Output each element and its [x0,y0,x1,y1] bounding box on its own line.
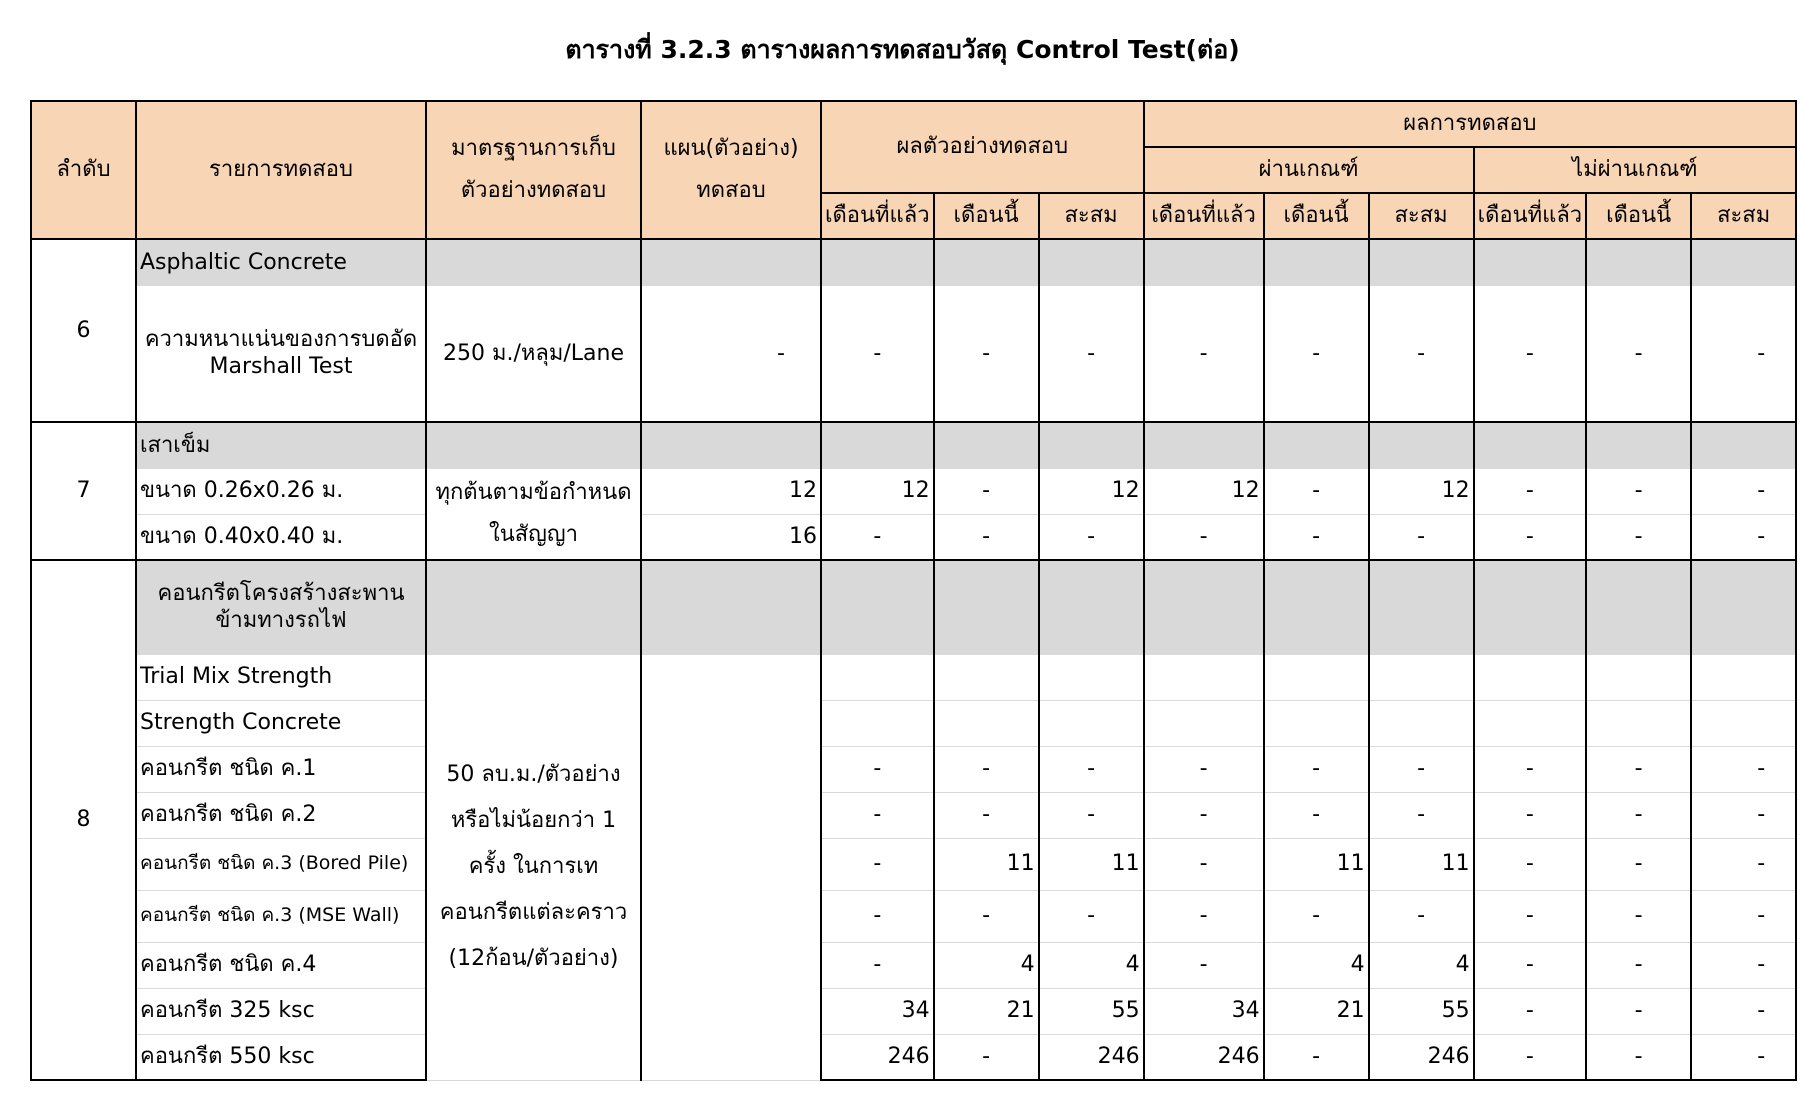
header-samples: ผลตัวอย่างทดสอบ [821,101,1144,193]
plan-cell: 12 [641,468,821,514]
header-samples-cumulative: สะสม [1039,193,1144,239]
value-cell: - [1586,1034,1691,1080]
value-cell: 246 [1144,1034,1264,1080]
group-6 [31,239,1796,422]
section-label: เสาเข็ม [136,422,426,468]
standard-line2: ในสัญญา [488,521,579,547]
standard-line1: 50 ลบ.ม./ตัวอย่าง [446,761,621,787]
header-plan-line1: แผน(ตัวอย่าง) [663,136,799,162]
value-cell: - [1369,746,1474,792]
value-cell: - [1144,514,1264,560]
item-label: คอนกรีต ชนิด ค.4 [136,942,426,988]
value-cell: - [1691,285,1796,422]
standard-line5: (12ก้อน/ตัวอย่าง) [448,946,619,972]
value-cell [1474,654,1587,700]
value-cell: - [1586,468,1691,514]
section-label-line1: คอนกรีตโครงสร้างสะพาน [157,580,405,606]
section-label: Asphaltic Concrete [136,239,426,285]
value-cell: - [1264,1034,1369,1080]
plan-cell [641,654,821,1080]
value-cell: - [1474,514,1587,560]
value-cell: - [934,890,1039,942]
value-cell: 55 [1039,988,1144,1034]
value-cell [1586,700,1691,746]
value-cell: - [1474,942,1587,988]
value-cell: - [934,792,1039,838]
value-cell [1144,654,1264,700]
header-pass-cumulative: สะสม [1369,193,1474,239]
value-cell: - [1586,838,1691,890]
item-label: คอนกรีต ชนิด ค.2 [136,792,426,838]
value-cell [1039,654,1144,700]
value-cell: - [1144,838,1264,890]
value-cell: - [821,285,934,422]
standard-line2: หรือไม่น้อยกว่า 1 [450,807,617,833]
value-cell [1144,700,1264,746]
value-cell: - [1586,792,1691,838]
header-item: รายการทดสอบ [136,101,426,239]
table-row [31,838,1796,890]
standard-cell: 250 ม./หลุม/Lane [426,285,641,422]
value-cell: - [934,746,1039,792]
value-cell: - [821,746,934,792]
header-pass-this-month: เดือนนี้ [1264,193,1369,239]
value-cell [1369,654,1474,700]
value-cell: - [1474,890,1587,942]
section-label [136,560,426,654]
value-cell: - [1691,838,1796,890]
header-fail-this-month: เดือนนี้ [1586,193,1691,239]
value-cell: - [1691,942,1796,988]
table-row [31,942,1796,988]
section-row [31,422,1796,468]
value-cell: - [1144,942,1264,988]
item-label-line1: ความหนาแน่นของการบดอัด [144,326,418,352]
page-title: ตารางที่ 3.2.3 ตารางผลการทดสอบวัสดุ Control Test(ต่อ) [565,35,1240,64]
value-cell: - [821,514,934,560]
value-cell [1039,700,1144,746]
value-cell: - [1691,514,1796,560]
value-cell: - [1039,746,1144,792]
plan-cell: 16 [641,514,821,560]
value-cell: - [1474,746,1587,792]
header-results: ผลการทดสอบ [1144,101,1797,147]
value-cell [1474,700,1587,746]
header-plan-line2: ทดสอบ [696,178,766,203]
value-cell: - [1144,285,1264,422]
value-cell [1264,654,1369,700]
value-cell: - [1474,285,1587,422]
value-cell: - [934,1034,1039,1080]
standard-line3: ครั้ง ในการเท [468,853,599,879]
item-label: Strength Concrete [136,700,426,746]
value-cell: - [1691,1034,1796,1080]
value-cell [1369,700,1474,746]
value-cell: - [1264,285,1369,422]
value-cell: - [1474,988,1587,1034]
value-cell [934,700,1039,746]
section-row [31,560,1796,654]
header-samples-this-month: เดือนนี้ [934,193,1039,239]
value-cell: 4 [934,942,1039,988]
value-cell [821,654,934,700]
value-cell: 11 [1369,838,1474,890]
value-cell: 12 [821,468,934,514]
table-row [31,654,1796,700]
item-label: คอนกรีต ชนิด ค.3 (Bored Pile) [136,838,426,890]
header-standard [426,101,641,239]
value-cell: - [1039,890,1144,942]
value-cell: - [1586,988,1691,1034]
value-cell: 4 [1264,942,1369,988]
value-cell: - [1144,746,1264,792]
value-cell [1691,700,1796,746]
value-cell: 246 [1039,1034,1144,1080]
header-pass: ผ่านเกณฑ์ [1144,147,1474,193]
standard-cell [426,468,641,560]
header-standard-line1: มาตรฐานการเก็บ [451,136,616,162]
value-cell [934,654,1039,700]
value-cell [1264,700,1369,746]
group-seq: 7 [31,422,136,560]
table-row [31,792,1796,838]
value-cell: 34 [1144,988,1264,1034]
value-cell: - [1586,285,1691,422]
value-cell: - [1474,1034,1587,1080]
plan-cell: - [641,285,821,422]
item-label: คอนกรีต 550 ksc [136,1034,426,1080]
header-seq: ลำดับ [31,101,136,239]
value-cell: - [1264,792,1369,838]
value-cell: 12 [1144,468,1264,514]
table-row [31,890,1796,942]
value-cell: - [1691,890,1796,942]
value-cell: - [1264,514,1369,560]
value-cell: - [1369,890,1474,942]
value-cell: - [1474,838,1587,890]
table-row [31,514,1796,560]
section-row [31,239,1796,285]
item-label: คอนกรีต ชนิด ค.3 (MSE Wall) [136,890,426,942]
value-cell: 11 [1039,838,1144,890]
value-cell: - [1039,792,1144,838]
item-label [136,285,426,422]
value-cell: - [1691,746,1796,792]
control-test-table [30,100,1797,1081]
header-plan [641,101,821,239]
table-row [31,746,1796,792]
header-pass-last-month: เดือนที่แล้ว [1144,193,1264,239]
group-seq: 6 [31,239,136,422]
standard-cell [426,654,641,1080]
group-seq: 8 [31,560,136,1080]
header-samples-last-month: เดือนที่แล้ว [821,193,934,239]
header-fail: ไม่ผ่านเกณฑ์ [1474,147,1797,193]
standard-line4: คอนกรีตแต่ละคราว [439,900,628,926]
value-cell: 21 [934,988,1039,1034]
standard-line1: ทุกต้นตามข้อกำหนด [435,479,632,505]
value-cell: 4 [1039,942,1144,988]
value-cell: 55 [1369,988,1474,1034]
header-fail-cumulative: สะสม [1691,193,1796,239]
value-cell: 21 [1264,988,1369,1034]
value-cell: - [934,285,1039,422]
table-header [31,101,1796,239]
table-row [31,1034,1796,1080]
value-cell: 246 [821,1034,934,1080]
item-label: ขนาด 0.40x0.40 ม. [136,514,426,560]
value-cell: - [934,514,1039,560]
value-cell: - [821,942,934,988]
table-row [31,468,1796,514]
item-label-line2: Marshall Test [209,354,353,380]
value-cell: - [1586,514,1691,560]
value-cell: - [1264,890,1369,942]
table-row [31,285,1796,422]
value-cell: - [1264,746,1369,792]
value-cell: - [1144,792,1264,838]
value-cell: - [1039,514,1144,560]
value-cell: - [821,838,934,890]
value-cell [1586,654,1691,700]
group-8 [31,560,1796,1080]
group-7 [31,422,1796,560]
value-cell: - [1474,792,1587,838]
table-row [31,700,1796,746]
section-label-line2: ข้ามทางรถไฟ [215,608,347,634]
value-cell: - [1264,468,1369,514]
value-cell: 12 [1039,468,1144,514]
value-cell: - [1369,514,1474,560]
value-cell: 34 [821,988,934,1034]
value-cell: - [1369,285,1474,422]
value-cell: - [1691,792,1796,838]
value-cell: - [934,468,1039,514]
value-cell: 246 [1369,1034,1474,1080]
value-cell: - [1691,468,1796,514]
table-row [31,988,1796,1034]
item-label: ขนาด 0.26x0.26 ม. [136,468,426,514]
value-cell [821,700,934,746]
value-cell: - [1586,890,1691,942]
value-cell: - [1144,890,1264,942]
value-cell [1691,654,1796,700]
value-cell: - [1586,746,1691,792]
item-label: คอนกรีต 325 ksc [136,988,426,1034]
value-cell: - [1039,285,1144,422]
value-cell: - [1586,942,1691,988]
value-cell: - [1369,792,1474,838]
value-cell: - [821,792,934,838]
item-label: คอนกรีต ชนิด ค.1 [136,746,426,792]
value-cell: 11 [934,838,1039,890]
value-cell: - [821,890,934,942]
value-cell: 4 [1369,942,1474,988]
header-standard-line2: ตัวอย่างทดสอบ [460,178,607,203]
value-cell: - [1474,468,1587,514]
value-cell: - [1691,988,1796,1034]
value-cell: 11 [1264,838,1369,890]
value-cell: 12 [1369,468,1474,514]
item-label: Trial Mix Strength [136,654,426,700]
header-fail-last-month: เดือนที่แล้ว [1474,193,1587,239]
